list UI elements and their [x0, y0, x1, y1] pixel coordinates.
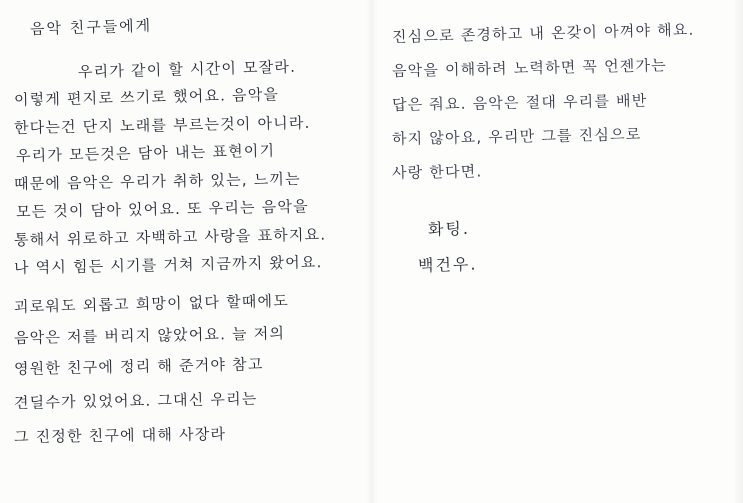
letter-line: 통해서 위로하고 자백하고 사랑을 표하지요. — [13, 225, 327, 249]
letter-line: 우리가 같이 할 시간이 모잘라. — [77, 57, 297, 81]
letter-line: 이렇게 편지로 쓰기로 했어요. 음악을 — [13, 85, 280, 109]
letter-line: 견딜수가 있었어요. 그대신 우리는 — [13, 389, 258, 412]
letter-signature: 백건우. — [417, 254, 478, 275]
letter-line: 음악은 저를 버리지 않았어요. 늘 저의 — [13, 324, 286, 347]
letter-line: 진심으로 존경하고 내 온갖이 아껴야 해요. — [391, 20, 695, 46]
letter-line: 우리가 모든것은 담아 내는 표현이기 — [15, 141, 276, 165]
letter-heading: 음악 친구들에게 — [29, 16, 153, 38]
letter-line: 답은 줘요. 음악은 절대 우리를 배반 — [391, 91, 648, 114]
letter-line: 사랑 한다면. — [391, 162, 483, 182]
letter-line: 한다는건 단지 노래를 부르는것이 아니라. — [13, 113, 311, 137]
letter-line: 모든 것이 담아 있어요. 또 우리는 음악을 — [15, 197, 309, 221]
letter-line: 괴로워도 외롭고 희망이 없다 할때에도 — [13, 291, 290, 316]
letter-line: 때문에 음악은 우리가 취하 있는, 느끼는 — [13, 169, 301, 193]
letter-line: 하지 않아요, 우리만 그를 진심으로 — [391, 125, 642, 148]
letter-line: 영원한 친구에 정리 해 준거야 참고 — [13, 355, 264, 378]
letter-closing: 화팅. — [427, 218, 471, 239]
letter-line: 나 역시 힘든 시기를 거쳐 지금까지 왔어요. — [13, 253, 323, 277]
letter-line: 그 진정한 친구에 대해 사장라 — [13, 425, 227, 446]
letter-line: 음악을 이해하려 노력하면 꼭 언젠가는 — [391, 56, 668, 80]
